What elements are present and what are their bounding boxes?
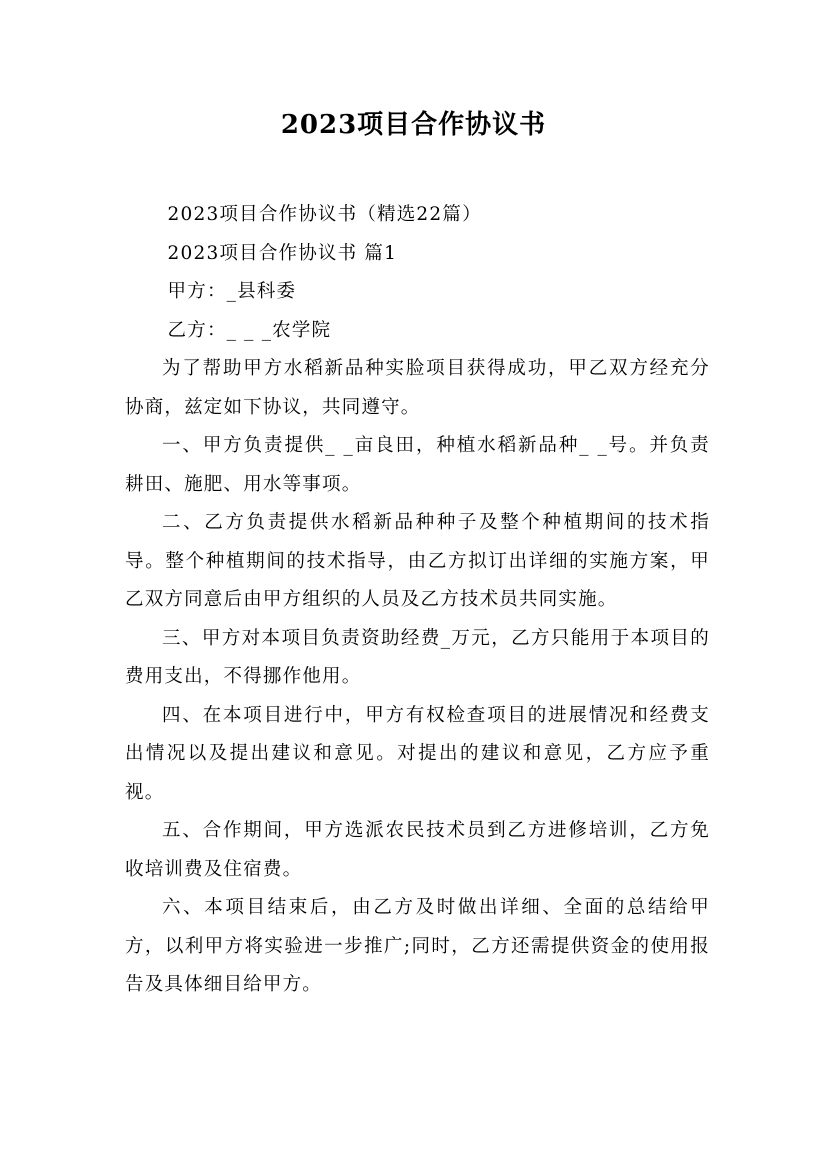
clause-3: 三、甲方对本项目负责资助经费_万元，乙方只能用于本项目的费用支出，不得挪作他用。 (125, 627, 710, 687)
clause-4: 四、在本项目进行中，甲方有权检查项目的进展情况和经费支出情况以及提出建议和意见。对提出的建议和意见，乙方应予重视。 (125, 704, 710, 803)
intro-paragraph: 为了帮助甲方水稻新品种实脸项目获得成功，甲乙双方经充分协商，兹定如下协议，共同遵守。 (125, 358, 710, 418)
document-title: 2023项目合作协议书 (280, 110, 547, 140)
clause-6: 六、本项目结束后，由乙方及时做出详细、全面的总结给甲方，以利甲方将实验进一步推广;同时，乙方还需提供资金的使用报告及具体细目给甲方。 (125, 897, 710, 995)
party-b-line: 乙方：_ _ _农学院 (167, 319, 332, 341)
clause-5: 五、合作期间，甲方选派农民技术员到乙方进修培训，乙方免收培训费及住宿费。 (125, 820, 710, 880)
party-a-line: 甲方：_县科委 (167, 281, 297, 302)
section-heading: 2023项目合作协议书 篇1 (167, 242, 398, 264)
clause-2: 二、乙方负责提供水稻新品种种子及整个种植期间的技术指导。整个种植期间的技术指导，由乙方拟订出详细的实施方案，甲乙双方同意后由甲方组织的人员及乙方技术员共同实施。 (125, 512, 710, 610)
document-body (125, 196, 710, 1005)
clause-1: 一、甲方负责提供_ _亩良田，种植水稻新品种_ _号。并负责耕田、施肥、用水等事项。 (125, 435, 710, 495)
subtitle-line: 2023项目合作协议书（精选22篇） (167, 204, 482, 225)
